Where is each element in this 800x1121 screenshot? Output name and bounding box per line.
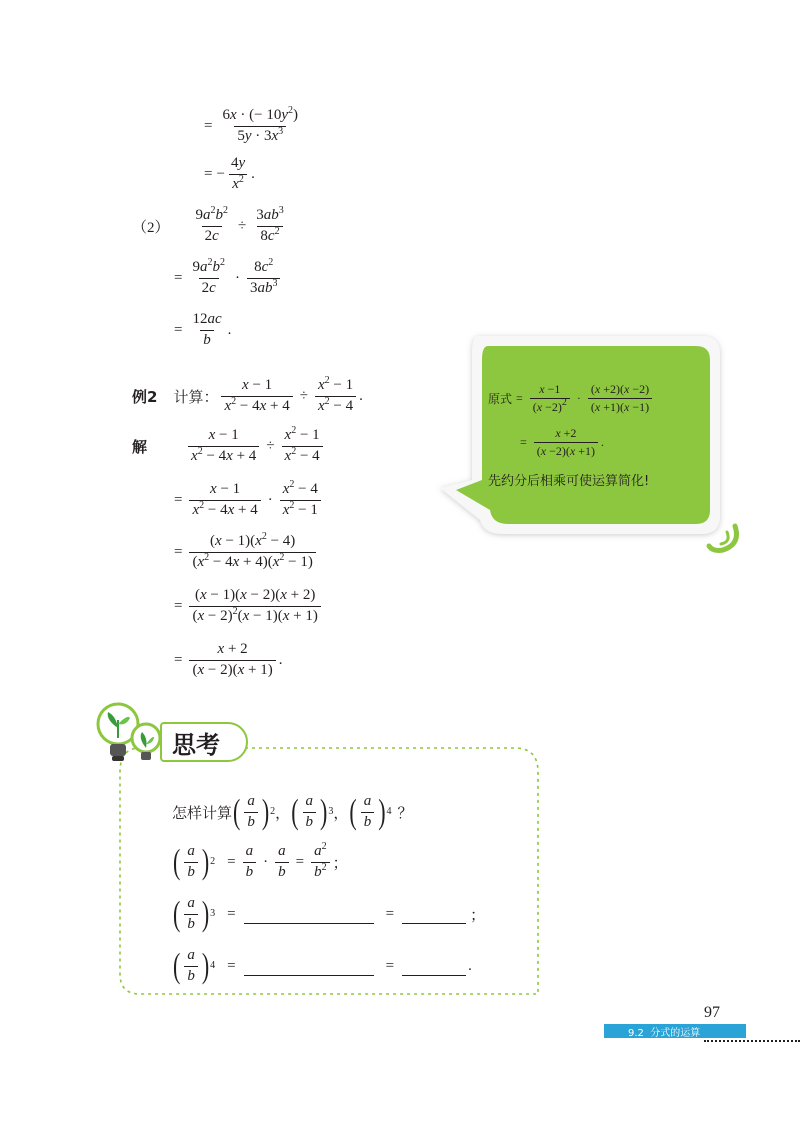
thinking-title: 思考	[172, 730, 220, 759]
answer-blank-2[interactable]	[402, 905, 466, 924]
example2-label: 例2	[132, 387, 158, 406]
example2-line: 例2 计算： $\frac{x - 1}{x^2 - 4x + 4}$ ÷ $\frac{x^2 - 1}{x^2 - 4}$ .	[132, 374, 363, 414]
solution-step-3: = $\frac{(x - 1)(x - 2)(x + 2)}{(x - 2)^2(x - 1)(x + 1)}$	[170, 584, 324, 628]
question-prefix: 怎样计算	[172, 803, 233, 822]
solution-line: 解 $\frac{x - 1}{x^2 - 4x + 4}$ ÷ $\frac{x^2 - 1}{x^2 - 4}$	[132, 424, 326, 468]
part2-line: （2） $\frac{9a^2b^2}{2c}$ ÷ $\frac{3ab^3}{8c^2}$	[132, 204, 284, 244]
bubble-tip: 先约分后相乘可使运算简化!	[488, 474, 650, 489]
thinking-line-2: ( $\frac{a}{b}$ ) 2 = $\frac{a}{b}$ · $\frac{a}{b}$ = $\frac{a^2}{b^2}$ ；	[173, 840, 348, 882]
swirl-decoration-icon	[705, 522, 743, 556]
solution-label: 解	[132, 437, 148, 456]
part2-step-1: = $\frac{9a^2b^2}{2c}$ · $\frac{8c^2}{3ab^3}$	[170, 256, 283, 300]
footer-dotted-rule	[704, 1040, 800, 1042]
section-label: 9.2 分式的运算	[628, 1027, 701, 1039]
answer-blank-1[interactable]	[244, 905, 374, 924]
question-suffix: ？	[397, 803, 413, 822]
thinking-line-3: ( $\frac{a}{b}$ ) 3 = = ；	[173, 893, 486, 934]
bubble-lead: 原式	[488, 391, 513, 406]
solution-step-2: = $\frac{(x - 1)(x^2 - 4)}{(x^2 - 4x + 4)(x^2 - 1)}$	[170, 530, 319, 574]
page-number: 97	[704, 1004, 720, 1021]
part2-label: （2）	[132, 219, 170, 236]
solution-step-1: = $\frac{x - 1}{x^2 - 4x + 4}$ · $\frac{x^2 - 4}{x^2 - 1}$	[170, 478, 324, 522]
thinking-question: 怎样计算 ( $\frac{a}{b}$ ) 2 ， ( $\frac{a}{b}$ ) 3 ， ( $\frac{a}{b}$ ) 4 ？	[172, 791, 413, 832]
bubble-formula-1: 原式 = $\frac{x -1}{(x -2)^2}$ · $\frac{(x +2)(x -2)}{(x +1)(x -1)}$	[488, 378, 655, 418]
answer-blank-3[interactable]	[244, 957, 374, 976]
step-line-1: = $\frac{6x \cdot (- 10y^2)}{5y \cdot 3x^3}$	[204, 104, 299, 144]
thinking-line-4: ( $\frac{a}{b}$ ) 4 = = .	[173, 945, 472, 986]
answer-blank-4[interactable]	[402, 957, 466, 976]
step-line-2: = − $\frac{4y}{x^2}$ .	[204, 154, 255, 192]
thinking-title-tab	[160, 722, 248, 762]
part2-step-2: = $\frac{12ac}{b}$ .	[174, 310, 232, 348]
example2-prompt: 计算：	[173, 387, 219, 406]
bubble-formula-2: = $\frac{x +2}{(x -2)(x +1)}$ .	[520, 425, 604, 458]
section-bar	[604, 1024, 746, 1038]
solution-step-4: = $\frac{x + 2}{(x - 2)(x + 1)}$ .	[174, 640, 283, 678]
